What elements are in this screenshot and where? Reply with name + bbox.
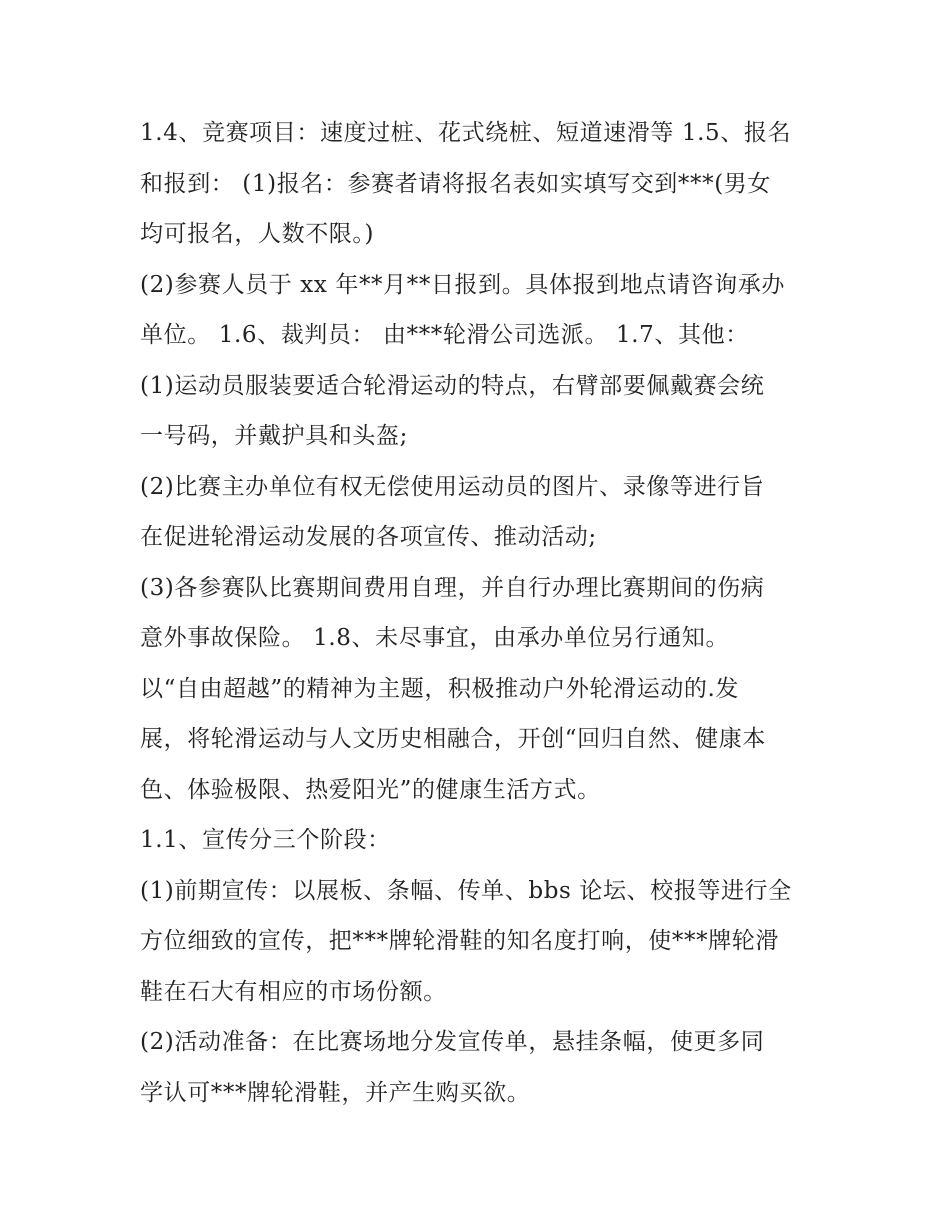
text-line: 在促进轮滑运动发展的各项宣传、推动活动; <box>140 524 597 550</box>
document-body <box>140 108 820 1118</box>
text-line: 鞋在石大有相应的市场份额。 <box>140 978 447 1005</box>
text-line: 学认可***牌轮滑鞋，并产生购买欲。 <box>140 1079 531 1106</box>
text-line: 均可报名，人数不限。) <box>140 221 375 247</box>
text-line: (2)参赛人员于 xx 年**月**日报到。具体报到地点请咨询承办 <box>140 271 785 298</box>
text-line: 和报到： (1)报名：参赛者请将报名表如实填写交到***(男女 <box>140 170 771 197</box>
text-line: (3)各参赛队比赛期间费用自理，并自行办理比赛期间的伤病 <box>140 574 765 601</box>
text-line: 单位。 1.6、裁判员： 由***轮滑公司选派。 1.7、其他： <box>140 322 749 348</box>
text-line: 展，将轮滑运动与人文历史相融合，开创“回归自然、健康本 <box>140 726 766 752</box>
text-line: 方位细致的宣传，把***牌轮滑鞋的知名度打响，使***牌轮滑 <box>140 928 779 954</box>
text-line: (2)比赛主办单位有权无偿使用运动员的图片、录像等进行旨 <box>140 473 765 500</box>
text-line: 1.1、宣传分三个阶段： <box>140 827 391 853</box>
text-line: (2)活动准备：在比赛场地分发宣传单，悬挂条幅，使更多同 <box>140 1029 765 1055</box>
text-line: (1)前期宣传：以展板、条幅、传单、bbs 论坛、校报等进行全 <box>140 877 792 904</box>
text-line: 以“自由超越”的精神为主题，积极推动户外轮滑运动的.发 <box>140 675 740 702</box>
text-line: 1.4、竞赛项目：速度过桩、花式绕桩、短道速滑等 1.5、报名 <box>140 120 792 146</box>
text-line: (1)运动员服装要适合轮滑运动的特点，右臂部要佩戴赛会统 <box>140 372 765 399</box>
text-line: 色、体验极限、热爱阳光”的健康生活方式。 <box>140 776 601 803</box>
text-line: 一号码，并戴护具和头盔; <box>140 423 408 449</box>
text-line: 意外事故保险。 1.8、未尽事宜，由承办单位另行通知。 <box>140 625 730 651</box>
